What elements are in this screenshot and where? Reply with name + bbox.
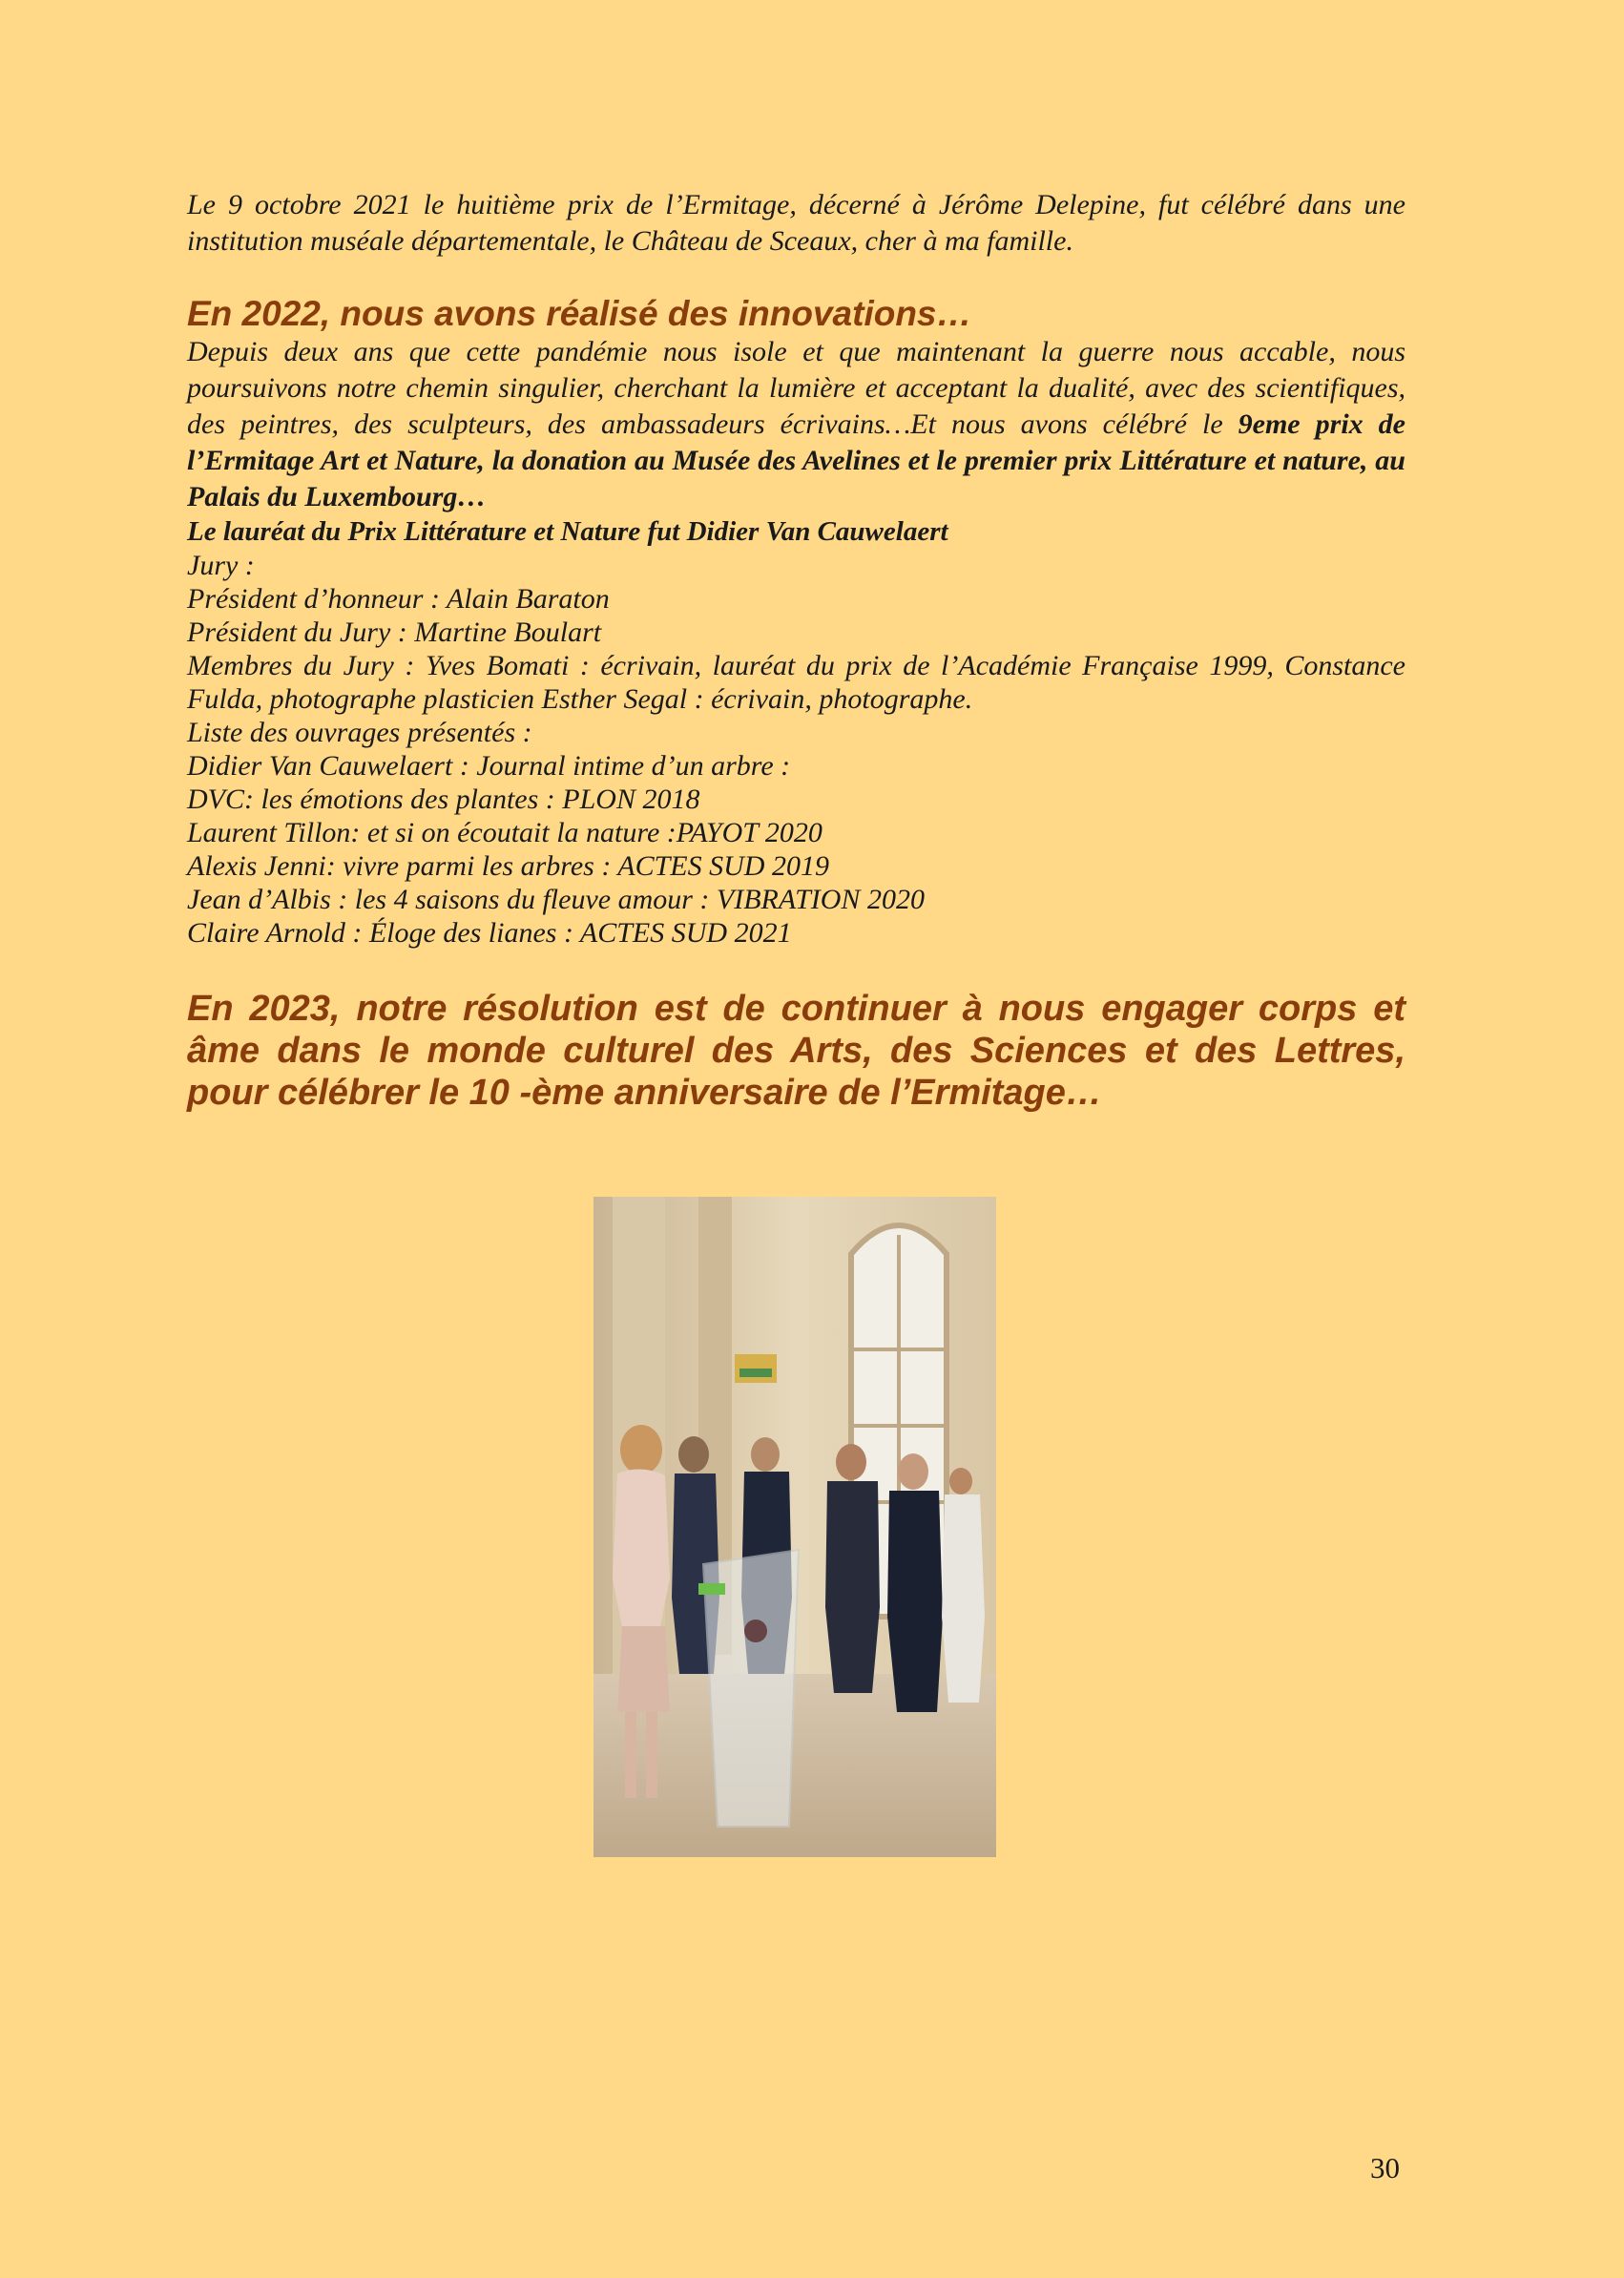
heading-2022: En 2022, nous avons réalisé des innovations… [187, 294, 972, 333]
ouvrage-item: Alexis Jenni: vivre parmi les arbres : ACTES SUD 2019 [187, 850, 829, 882]
page-content [187, 187, 1405, 1114]
jury-members: Membres du Jury : Yves Bomati : écrivain, lauréat du prix de l’Académie Française 1999, Constance Fulda, photographe plasticien Esther Segal : écrivain, photographe. [187, 650, 1405, 715]
ouvrage-item: Didier Van Cauwelaert : Journal intime d’un arbre : [187, 750, 791, 782]
ouvrage-item: Claire Arnold : Éloge des lianes : ACTES SUD 2021 [187, 917, 792, 949]
laureat-line: Le lauréat du Prix Littérature et Nature fut Didier Van Cauwelaert [187, 516, 948, 547]
ouvrage-item: Laurent Tillon: et si on écoutait la nature :PAYOT 2020 [187, 817, 822, 848]
ouvrage-item: Jean d’Albis : les 4 saisons du fleuve amour : VIBRATION 2020 [187, 884, 925, 915]
heading-2023: En 2023, notre résolution est de continuer à nous engager corps et âme dans le monde culturel des Arts, des Sciences et des Lettres, pour célébrer le 10 -ème anniversaire de l’Ermitage… [187, 989, 1405, 1113]
page-number: 30 [1370, 2151, 1400, 2184]
ouvrage-item: DVC: les émotions des plantes : PLON 2018 [187, 784, 700, 815]
ouvrages-label: Liste des ouvrages présentés : [187, 717, 532, 748]
paragraph-2022-bold: 9eme prix de l’Ermitage Art et Nature, la donation au Musée des Avelines et le premier prix Littérature et nature, au Palais du Luxembourg… [187, 408, 1405, 512]
paragraph-2022 [187, 334, 1405, 515]
paragraph-2022-lead: Depuis deux ans que cette pandémie nous isole et que maintenant la guerre nous accable, nous poursuivons notre chemin singulier, cherchant la lumière et acceptant la dualité, avec des scientifiques, des peintres, des sculpteurs, des ambassadeurs écrivains…Et nous avons célébré le [187, 336, 1405, 440]
jury-label: Jury : [187, 550, 255, 581]
president-jury: Président du Jury : Martine Boulart [187, 617, 602, 648]
president-honneur: Président d’honneur : Alain Baraton [187, 583, 610, 615]
intro-paragraph: Le 9 octobre 2021 le huitième prix de l’Ermitage, décerné à Jérôme Delepine, fut célébré dans une institution muséale départementale, le Château de Sceaux, cher à ma famille. [187, 189, 1405, 257]
ceremony-photo [593, 1197, 996, 1857]
